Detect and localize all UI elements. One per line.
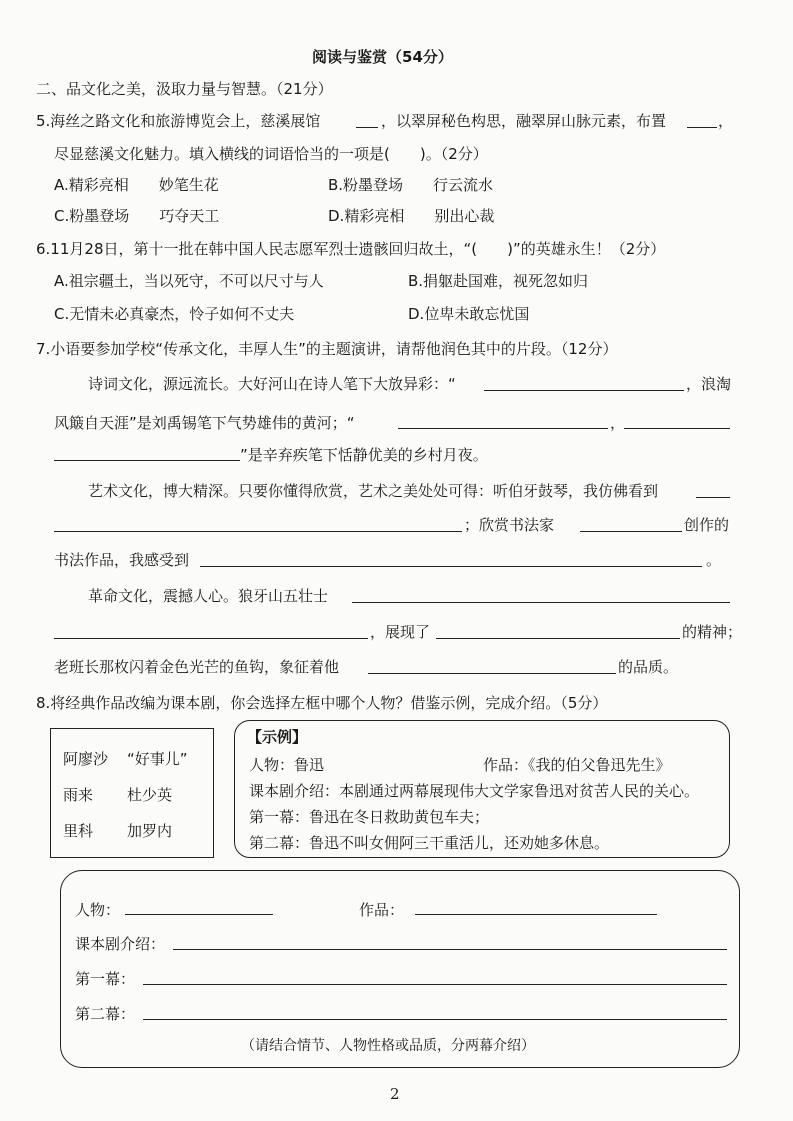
answer-box: [60, 870, 740, 1068]
answer-work-label: 作品：: [359, 901, 405, 919]
q7-p1-text-d: ，: [610, 414, 626, 432]
character-name[interactable]: 阿廖沙: [63, 750, 109, 768]
q7-blank-rev-3[interactable]: [368, 673, 616, 674]
example-act2: 第二幕：鲁迅不叫女佣阿三干重活儿，还劝她多休息。: [249, 834, 610, 852]
q6-option-a[interactable]: A.祖宗疆土，当以死守，不可以尺寸与人: [54, 272, 324, 290]
q5-stem-part1: 5.海丝之路文化和旅游博览会上，慈溪展馆: [36, 112, 321, 130]
q7-p2-text-e: 。: [706, 551, 722, 569]
q7-p1-text-e: ”是辛弃疾笔下恬静优美的乡村月夜。: [240, 446, 488, 464]
section-heading: 二、品文化之美，汲取力量与智慧。（21分）: [36, 80, 333, 98]
example-intro: 课本剧介绍：本剧通过两幕展现伟大文学家鲁迅对贫苦人民的关心。: [249, 782, 700, 800]
q8-stem: 8.将经典作品改编为课本剧，你会选择左框中哪个人物？借鉴示例，完成介绍。（5分）: [36, 694, 608, 712]
q7-blank-poem-2[interactable]: [398, 428, 608, 429]
answer-person-label: 人物：: [75, 901, 121, 919]
q5-option-a[interactable]: A.精彩亮相 妙笔生花: [54, 176, 219, 194]
character-name[interactable]: 杜少英: [127, 786, 173, 804]
answer-intro-field[interactable]: [173, 949, 727, 950]
q6-option-c[interactable]: C.无情未必真豪杰，怜子如何不丈夫: [54, 305, 295, 323]
character-name[interactable]: “好事儿”: [127, 750, 188, 768]
character-list-box: [50, 728, 214, 858]
q7-blank-rev-2[interactable]: [436, 638, 680, 639]
example-act1: 第一幕：鲁迅在冬日救助黄包车夫；: [249, 808, 490, 826]
answer-work-field[interactable]: [415, 914, 657, 915]
answer-act2-field[interactable]: [143, 1019, 727, 1020]
q7-p2-text-a: 艺术文化，博大精深。只要你懂得欣赏，艺术之美处处可得：听伯牙鼓琴，我仿佛看到: [88, 482, 659, 500]
q7-p3-text-d: 老班长那枚闪着金色光芒的鱼钩，象征着他: [54, 658, 340, 676]
example-box: [234, 720, 730, 858]
q7-p3-text-b: ，展现了: [370, 623, 431, 641]
q5-option-d[interactable]: D.精彩亮相 别出心裁: [328, 207, 495, 225]
q7-blank-art-3[interactable]: [200, 566, 702, 567]
q7-p3-text-e: 的品质。: [618, 658, 679, 676]
q7-p1-text-c: 风簸自天涯”是刘禹锡笔下气势雄伟的黄河；“: [54, 414, 355, 432]
q5-blank-1[interactable]: [356, 127, 378, 128]
q7-p2-text-d: 书法作品，我感受到: [54, 551, 190, 569]
q5-blank-2[interactable]: [687, 127, 717, 128]
answer-person-field[interactable]: [125, 914, 273, 915]
q7-blank-rev-1[interactable]: [352, 602, 730, 603]
q6-stem: 6.11月28日，第十一批在韩中国人民志愿军烈士遗骸回归故土，“( )”的英雄永生！（2分）: [36, 240, 666, 258]
q7-blank-poem-3-cont[interactable]: [54, 460, 240, 461]
answer-act1-field[interactable]: [143, 984, 727, 985]
answer-act2-label: 第二幕：: [75, 1005, 136, 1023]
q5-option-c[interactable]: C.粉墨登场 巧夺天工: [54, 207, 220, 225]
q7-p3-text-c: 的精神；: [682, 623, 743, 641]
q5-stem-part3: ，: [718, 112, 734, 130]
character-name[interactable]: 雨来: [63, 786, 94, 804]
q7-p1-text-a: 诗词文化，源远流长。大好河山在诗人笔下大放异彩：“: [88, 375, 456, 393]
q5-stem-part2: ，以翠屏秘色构思，融翠屏山脉元素，布置: [381, 112, 667, 130]
q7-blank-rev-1-cont[interactable]: [54, 638, 368, 639]
answer-intro-label: 课本剧介绍：: [75, 935, 166, 953]
q6-option-b[interactable]: B.捐躯赴国难，视死忽如归: [408, 272, 589, 290]
page-title: 阅读与鉴赏（54分）: [312, 48, 453, 66]
q5-stem-line2: 尽显慈溪文化魅力。填入横线的词语恰当的一项是( )。（2分）: [54, 145, 488, 163]
q7-blank-art-1[interactable]: [696, 497, 730, 498]
q6-option-d[interactable]: D.位卑未敢忘忧国: [408, 305, 530, 323]
page-number: 2: [390, 1085, 400, 1103]
answer-act1-label: 第一幕：: [75, 970, 136, 988]
q7-p1-text-b: ，浪淘: [686, 375, 732, 393]
example-header: 【示例】: [247, 728, 308, 746]
q7-p2-text-c: 创作的: [684, 516, 730, 534]
q7-blank-poem-1[interactable]: [484, 390, 684, 391]
character-name[interactable]: 里科: [63, 822, 94, 840]
character-name[interactable]: 加罗内: [127, 822, 173, 840]
q7-p2-text-b: ；欣赏书法家: [464, 516, 555, 534]
q7-blank-art-2[interactable]: [580, 531, 682, 532]
q5-option-b[interactable]: B.粉墨登场 行云流水: [328, 176, 494, 194]
example-work: 作品：《我的伯父鲁迅先生》: [483, 756, 671, 774]
q7-blank-art-1-cont[interactable]: [54, 531, 462, 532]
answer-hint: （请结合情节、人物性格或品质，分两幕介绍）: [241, 1038, 535, 1054]
q7-stem: 7.小语要参加学校“传承文化，丰厚人生”的主题演讲，请帮他润色其中的片段。（12分）: [36, 340, 618, 358]
q7-blank-poem-3[interactable]: [624, 428, 730, 429]
example-person: 人物：鲁迅: [249, 756, 325, 774]
q7-p3-text-a: 革命文化，震撼人心。狼牙山五壮士: [88, 587, 329, 605]
